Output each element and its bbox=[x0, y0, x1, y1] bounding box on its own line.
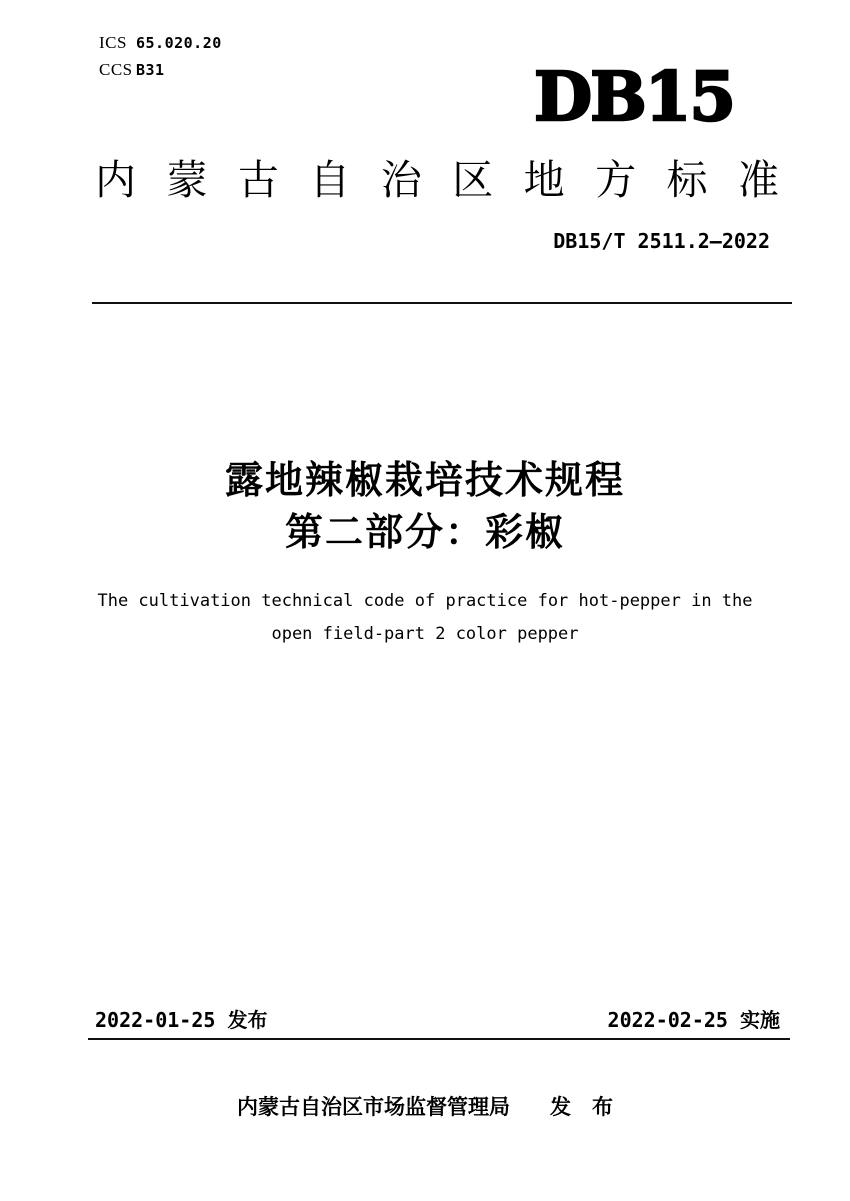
title-en-line2: open field-part 2 color pepper bbox=[271, 624, 579, 644]
ics-label: ICS bbox=[99, 33, 127, 52]
publisher-row bbox=[0, 1093, 850, 1123]
classification-codes bbox=[99, 33, 222, 87]
title-en-line1: The cultivation technical code of practice for hot-pepper in the bbox=[97, 591, 753, 611]
implement-date: 2022-02-25 实施 bbox=[607, 1008, 780, 1032]
ics-row bbox=[99, 33, 222, 60]
db15-logo: DB15 bbox=[534, 57, 734, 136]
ccs-label: CCS bbox=[99, 60, 133, 79]
document-title-en bbox=[0, 585, 850, 651]
title-cn-line1: 露地辣椒栽培技术规程 bbox=[224, 460, 625, 502]
top-divider bbox=[92, 302, 792, 304]
document-title-cn bbox=[0, 455, 850, 559]
publish-label: 发 布 bbox=[550, 1096, 613, 1119]
ics-value: 65.020.20 bbox=[136, 34, 222, 52]
title-cn-line2: 第二部分：彩椒 bbox=[284, 512, 565, 554]
standard-number: DB15/T 2511.2—2022 bbox=[553, 229, 770, 253]
ccs-value: B31 bbox=[136, 61, 165, 79]
bottom-divider bbox=[88, 1038, 790, 1040]
dates-row bbox=[95, 1007, 780, 1033]
standard-type-heading: 内蒙古自治区地方标准 bbox=[95, 157, 779, 203]
issue-date: 2022-01-25 发布 bbox=[95, 1008, 268, 1032]
publisher-name: 内蒙古自治区市场监督管理局 bbox=[237, 1096, 510, 1119]
ccs-row bbox=[99, 60, 222, 87]
